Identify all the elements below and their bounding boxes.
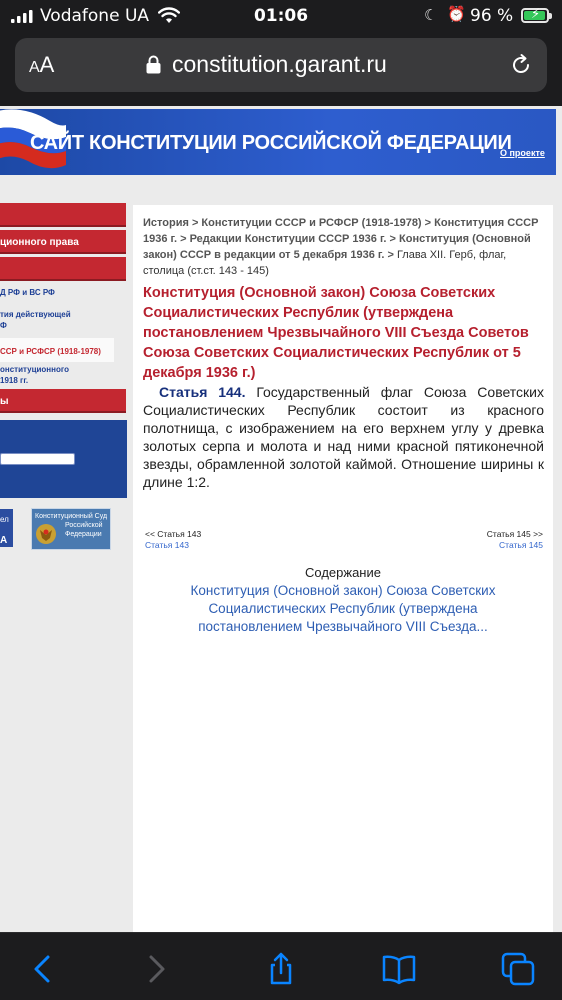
article-number: Статья 144.	[159, 384, 246, 400]
clock: 01:06	[253, 6, 309, 26]
site-banner	[0, 109, 556, 175]
partial-banner-card[interactable]: ел А	[0, 509, 13, 547]
bookmarks-icon[interactable]	[381, 951, 417, 987]
sidebar-item[interactable]	[0, 203, 126, 227]
prev-article-link[interactable]: Статья 143	[145, 540, 189, 550]
reload-icon[interactable]	[509, 53, 533, 77]
alarm-icon: ⏰	[447, 5, 466, 23]
web-page	[0, 106, 562, 932]
document-title: Конституция (Основной закон) Союза Советских Социалистических Республик (утверждена постановлением Чрезвычайного VIII Съезда Советов Союза Советских Социалистических Республик от 5 декабря 1936 г.)	[143, 285, 529, 381]
article-text	[143, 383, 544, 491]
breadcrumb-current: Глава XII. Герб, флаг, столица (ст.ст. 143 - 145)	[143, 249, 507, 277]
toc-heading: Содержание	[305, 565, 381, 580]
next-article-label[interactable]: Статья 145 >>	[486, 529, 543, 539]
battery-charging-icon: ⚡	[521, 8, 549, 23]
next-article-nav[interactable]	[487, 529, 543, 551]
search-block	[0, 420, 127, 498]
search-input[interactable]	[0, 453, 75, 465]
breadcrumb-path[interactable]: История > Конституции СССР и РСФСР (1918-1978) > Конституция СССР 1936 г. > Редакции Конституции СССР 1936 г. > Конституция (Основной закон) СССР в редакции от 5 декабря 1936 г. >	[143, 217, 539, 261]
text-size-button[interactable]: AA	[29, 52, 55, 77]
tabs-icon[interactable]	[500, 951, 536, 987]
next-article-link[interactable]: Статья 145	[499, 540, 543, 550]
battery-percent: 96 %	[470, 6, 514, 26]
back-icon[interactable]	[25, 951, 61, 987]
lock-icon	[146, 55, 161, 74]
share-icon[interactable]	[263, 951, 299, 987]
prev-article-nav[interactable]	[145, 529, 201, 551]
breadcrumb[interactable]	[143, 215, 543, 279]
address-bar[interactable]	[15, 38, 547, 92]
status-bar	[0, 0, 562, 32]
url-text[interactable]: constitution.garant.ru	[172, 51, 387, 77]
article-body: Государственный флаг Союза Советских Социалистических Республик состоит из красного полотнища, с изображением на его верхнем углу у древка золотых серпа и молота и над ними красной пятиконечной звезды, обрамленной золотой каймой. Отношение ширины к длине 1:2.	[143, 384, 544, 490]
sidebar-item[interactable]: Д РФ и ВС РФ	[0, 288, 55, 297]
browser-toolbar	[0, 932, 562, 1000]
about-link[interactable]: О проекте	[500, 148, 545, 158]
site-title: САЙТ КОНСТИТУЦИИ РОССИЙСКОЙ ФЕДЕРАЦИИ	[30, 132, 512, 154]
carrier-name: Vodafone UA	[40, 6, 150, 26]
address-bar-container	[0, 32, 562, 106]
moon-icon: ☾	[424, 6, 438, 24]
sidebar-item-active[interactable]: ССР и РСФСР (1918-1978)	[0, 338, 114, 362]
sidebar-item[interactable]: ционного права	[0, 230, 126, 254]
forward-icon[interactable]	[138, 951, 174, 987]
sidebar-item[interactable]: ы	[0, 389, 126, 413]
main-content	[133, 205, 553, 932]
constitutional-court-link[interactable]	[31, 508, 111, 550]
sidebar-item[interactable]	[0, 257, 126, 281]
toc-link[interactable]: Конституция (Основной закон) Союза Советских Социалистических Республик (утверждена постановлением Чрезвычайного VIII Съезда...	[190, 583, 496, 634]
sidebar-item[interactable]: онституционного 1918 гг.	[0, 365, 69, 385]
sidebar-item[interactable]: тия действующей Ф	[0, 310, 71, 330]
prev-article-label[interactable]: << Статья 143	[145, 529, 202, 539]
court-card-text: Конституционный Суд Российской Федерации	[35, 513, 108, 538]
